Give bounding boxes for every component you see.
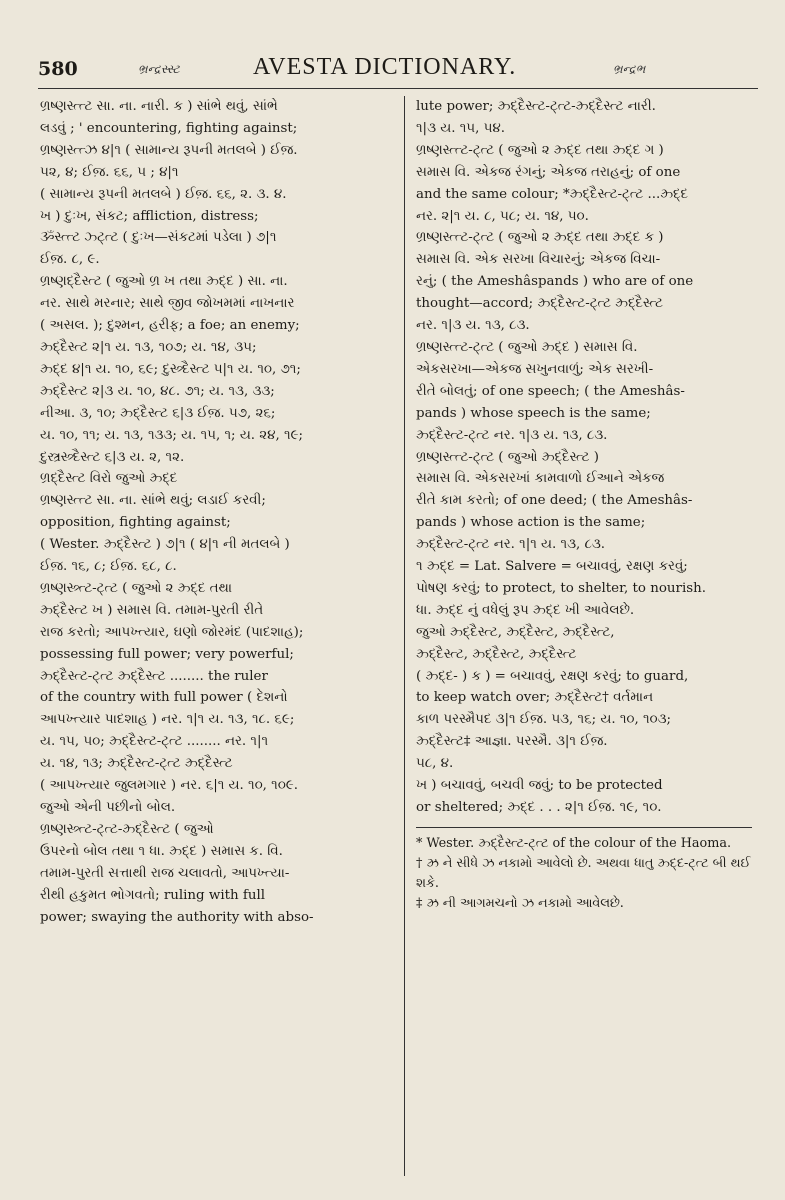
entry-line: એકસરખા—એકજ સખુનવાળું; એક સરખી- xyxy=(416,361,654,377)
entry-line: ઉપરનો બોલ તથા ૧ ધા. ઝ્ર્દ્દ ) સમાસ ક. વિ. xyxy=(40,843,283,859)
entry-line: તમામ-પુરતી સત્તાથી રાજ ચલાવતો, આપખ્ત્યા- xyxy=(40,865,290,881)
entry-line: lute power; ઝ્ર્દ્દૈસ્ત્ટ-ટ્ત્ટ-ઝ્ર્દ્દૈસ્ત્ટ નારી. xyxy=(416,99,656,114)
entry-line: સમાસ વિ. એકજ રંગનું; એકજ તરાહનું; of one xyxy=(416,164,681,180)
footnote-line: * Wester. ઝ્ર્દ્દૈસ્ત્ટ-ટ્ત્ટ of the colour of the Haoma. xyxy=(416,835,732,851)
entry-line: આપખ્ત્યાર પાદશાહ ) નર. ૧|૧ ય. ૧૩, ૧૮. ૬૯; xyxy=(40,712,295,728)
entry-line: ( ઝ્ર્દ્દ- ) ક ) = બચાવવું, રક્ષણ કરવું; to guard, xyxy=(416,668,689,684)
header-rule xyxy=(38,88,758,89)
footnotes xyxy=(416,834,752,914)
entry-line: ઝ્ર્દ્દ ૪|૧ ય. ૧૦, ૬૯; દુસ્ત્ર્દૈસ્ત્ટ ૫|૧ ય. ૧૦, ૭૧; xyxy=(40,361,301,377)
entry-line: possessing full power; very powerful; xyxy=(40,646,294,662)
entry-line: ખ ) દુઃખ, સંકટ; affliction, distress; xyxy=(40,208,259,224)
entry-line: thought—accord; ઝ્ર્દ્દૈસ્ત્ટ-ટ્ત્ટ ઝ્ર્દ્દૈસ્ત્ટ xyxy=(416,296,663,312)
running-header xyxy=(38,52,758,86)
entry-line: નર. ૨|૧ ય. ૮, ૫૮; ય. ૧૪, ૫૦. xyxy=(416,208,589,224)
footnote-rule xyxy=(416,827,752,828)
left-column xyxy=(40,96,392,928)
footnote-line: ‡ ઝ્ર ની આગમચનો ઝ નકામો આવેલછે. xyxy=(416,895,624,911)
entry-line: દુસ્ત્રસ્ત્ર્દૈસ્ત્ટ ૬|૩ ય. ૨, ૧૨. xyxy=(40,449,185,465)
entry-line: ળ્રદ્દૈસ્ત્ટ વિરો જુઓ ઝ્ર્દ્દ xyxy=(40,471,178,487)
entry-line: opposition, fighting against; xyxy=(40,515,231,531)
entry-line: રીથી હકુમત ભોગવતો; ruling with full xyxy=(40,887,266,903)
entry-line: ૫૮, ૪. xyxy=(416,756,454,772)
entry-line: ( અસલ. ); દુશ્મન, હરીફ; a foe; an enemy; xyxy=(40,318,300,334)
entry-line: નર. સાથે મરનાર; સાથે જીવ જોખમમાં નાખનાર xyxy=(40,296,295,312)
entry-line: સમાસ વિ. એકસરખાં કામવાળો ઈઆને એકજ xyxy=(416,471,665,487)
page-title: AVESTA DICTIONARY. xyxy=(253,54,517,80)
entry-line: રીતે બોલતું; of one speech; ( the Ameshâs- xyxy=(416,383,685,399)
entry-line: કાળ પરસ્મૈપદ ૩|૧ ઈજ઼. ૫૩, ૧૬; ય. ૧૦, ૧૦૩; xyxy=(416,712,672,728)
entry-line: નીઆ. ૩, ૧૦; ઝ્ર્દ્દૈસ્ત્ટ ૬|૩ ઈજ઼. ૫૭, ૨૬; xyxy=(40,405,276,421)
entry-line: જુઓ ઝ્ર્દ્દૈસ્ત્ટ, ઝ્ર્દ્દૈસ્ત્ટ, ઝ્ર્દ્દૈસ્ત્ટ, xyxy=(416,624,615,640)
entry-line: to keep watch over; ઝ્ર્દ્દૈસ્ત્ટ† વર્તમાન xyxy=(416,690,654,706)
entry-line: ળ્રષ્ણસ્ત્ત્ટ-ટ્ત્ટ ( જુઓ ૨ ઝ્ર્દ્દ તથા ઝ્ર્દ્દ ક ) xyxy=(416,230,664,246)
entry-line: ધા. ઝ્ર્દ્દ નું વધેલું રૂપ ઝ્ર્દ્દ ખી આવેલછે. xyxy=(416,602,635,618)
entry-line: of the country with full power ( દેશનો xyxy=(40,690,288,706)
entry-line: પોષણ કરવું; to protect, to shelter, to nourish. xyxy=(416,580,706,596)
entry-line: રીતે કામ કરતો; of one deed; ( the Ameshâs- xyxy=(416,493,693,509)
entry-line: ળ્રષ્ણસ્ત્ત્ઝ ૪|૧ ( સામાન્ય રૂપની મતલબે ) ઈજ઼. xyxy=(40,142,298,158)
entry-line: ય. ૧૫, ૫૦; ઝ્ર્દ્દૈસ્ત્ટ-ટ્ત્ટ ........ નર. ૧|૧ xyxy=(40,734,269,750)
right-column-lines xyxy=(416,96,752,819)
right-catchword: ભ્રન્દ્રભ xyxy=(613,62,646,76)
entry-line: ળ્રષ્ણસ્ત્ત્ટ સા. ના. નારી. ક ) સાંભે થવું, સાંભે xyxy=(40,99,278,114)
entry-line: ( આપખ્ત્યાર જુલમગાર ) નર. ૬|૧ ય. ૧૦, ૧૦૯. xyxy=(40,778,298,794)
entry-line: નર. ૧|૩ ય. ૧૩, ૮૩. xyxy=(416,318,530,334)
entry-line: power; swaying the authority with abso- xyxy=(40,909,314,925)
entry-line: ૧|૩ ય. ૧૫, ૫૪. xyxy=(416,120,505,136)
entry-line: રનું; ( the Ameshâspands ) who are of one xyxy=(416,274,694,290)
entry-line: ળ્રષ્ણદ્દૈસ્ત્ટ ( જુઓ ળ્ર ખ તથા ઝ્ર્દ્દ ) સા. ના. xyxy=(40,274,288,290)
entry-line: સમાસ વિ. એક સરખા વિચારનું; એકજ વિચા- xyxy=(416,252,661,268)
entry-line: ( Wester. ઝ્ર્દ્દૈસ્ત્ટ ) ૭|૧ ( ૪|૧ ની મતલબે ) xyxy=(40,537,290,553)
entry-line: ઝ્ર્દ્દૈસ્ત્ટ ૨|૩ ય. ૧૦, ૪૮. ૭૧; ય. ૧૩, ૩૩; xyxy=(40,383,275,399)
entry-line: જુઓ એની પછીનો બોલ. xyxy=(40,800,176,815)
entry-line: ઈજ઼. ૮, ૯. xyxy=(40,252,100,268)
page-number: 580 xyxy=(38,58,78,80)
entry-line: ળ્રષ્ણસ્ત્ર્ત્ટ-ટ્ત્ટ-ઝ્ર્દ્દૈસ્ત્ટ ( જુઓ xyxy=(40,821,214,837)
entry-line: ળ્રષ્ણસ્ત્ર્ત્ટ-ટ્ત્ટ ( જુઓ ૨ ઝ્ર્દ્દ તથા xyxy=(40,580,233,596)
column-divider xyxy=(404,96,405,1176)
entry-line: ઝ્ર્દ્દૈસ્ત્ટ ખ ) સમાસ વિ. તમામ-પુરતી રીતે xyxy=(40,602,264,618)
entry-line: ળ્રષ્ણસ્ત્ત્ટ-ટ્ત્ટ ( જુઓ ૨ ઝ્ર્દ્દ તથા ઝ્ર્દ્દ ગ ) xyxy=(416,142,664,158)
entry-line: ૫૨, ૪; ઈજ઼. ૬૬, ૫ ; ૪|૧ xyxy=(40,164,179,180)
entry-line: ઝ્ર્દ્દૈસ્ત્ટ-ટ્ત્ટ નર. ૧|૩ ય. ૧૩, ૮૩. xyxy=(416,427,608,443)
entry-line: ળ્રષ્ણસ્ત્ત્ટ-ટ્ત્ટ ( જુઓ ઝ્ર્દ્દ ) સમાસ વિ. xyxy=(416,339,638,355)
entry-line: ઝ્ર્દ્દૈસ્ત્ટ-ટ્ત્ટ નર. ૧|૧ ય. ૧૩, ૮૩. xyxy=(416,537,606,553)
entry-line: ૐસ્ત્ત્ટ ઝ્ટ્ત્ટ ( દુઃખ—સંકટમાં પડેલા ) ૭|૧ xyxy=(40,230,277,246)
entry-line: ૧ ઝ્ર્દ્દ = Lat. Salvere = બચાવવું, રક્ષણ કરવું; xyxy=(416,559,688,575)
entry-line: ય. ૧૦, ૧૧; ય. ૧૩, ૧૩૩; ય. ૧૫, ૧; ય. ૨૪, ૧૯; xyxy=(40,427,303,443)
entry-line: pands ) whose speech is the same; xyxy=(416,405,651,421)
entry-line: રાજ કરતો; આપખ્ત્યાર, ઘણો જોરમંદ (પાદશાહ); xyxy=(40,624,304,640)
entry-line: ઝ્ર્દ્દૈસ્ત્ટ, ઝ્ર્દ્દૈસ્ત્ટ, ઝ્ર્દ્દૈસ્ત્ટ xyxy=(416,646,577,662)
entry-line: and the same colour; *ઝ્ર્દ્દૈસ્ત્ટ-ટ્ત્ટ ...ઝ્ર્દ્દ xyxy=(416,186,688,202)
entry-line: ( સામાન્ય રૂપની મતલબે ) ઈજ઼. ૬૬, ૨. ૩. ૪. xyxy=(40,186,287,202)
entry-line: or sheltered; ઝ્ર્દ્દ . . . ૨|૧ ઈજ઼. ૧૯, ૧૦. xyxy=(416,800,662,815)
entry-line: ય. ૧૪, ૧૩; ઝ્ર્દ્દૈસ્ત્ટ-ટ્ત્ટ ઝ્ર્દ્દૈસ્ત્ટ xyxy=(40,756,233,772)
entry-line: ળ્રષ્ણસ્ત્ત્ટ સા. ના. સાંભે થવું; લડાઈ કરવી; xyxy=(40,493,266,509)
left-catchword: ભ્રન્દ્રસ્સ્ટ xyxy=(138,62,180,76)
entry-line: ખ ) બચાવવું, બચવી જવું; to be protected xyxy=(416,778,663,794)
entry-line: pands ) whose action is the same; xyxy=(416,515,646,531)
footnote-line: † ઝ્ર ને સીધે ઝ નકામો આવેલો છે. અથવા ધાતુ ઝ્ર્દ્દ-ટ્ત્ટ બી થઈ શકે. xyxy=(416,855,751,891)
entry-line: ઝ્ર્દ્દૈસ્ત્ટ ૨|૧ ય. ૧૩, ૧૦૭; ય. ૧૪, ૩૫; xyxy=(40,339,257,355)
entry-line: લડવું ; ' encountering, fighting against; xyxy=(40,120,298,136)
right-column xyxy=(416,96,752,914)
entry-line: ઈજ઼. ૧૬, ૮; ઈજ઼. ૬૮, ૮. xyxy=(40,559,177,575)
entry-line: ઝ્ર્દ્દૈસ્ત્ટ‡ આજ્ઞા. પરસ્મૈ. ૩|૧ ઈજ઼. xyxy=(416,734,608,750)
entry-line: ઝ્ર્દ્દૈસ્ત્ટ-ટ્ત્ટ ઝ્ર્દ્દૈસ્ત્ટ ........ the ruler xyxy=(40,668,268,684)
entry-line: ળ્રષ્ણસ્ત્ત્ટ-ટ્ત્ટ ( જુઓ ઝ્ર્દ્દૈસ્ત્ટ ) xyxy=(416,449,599,465)
